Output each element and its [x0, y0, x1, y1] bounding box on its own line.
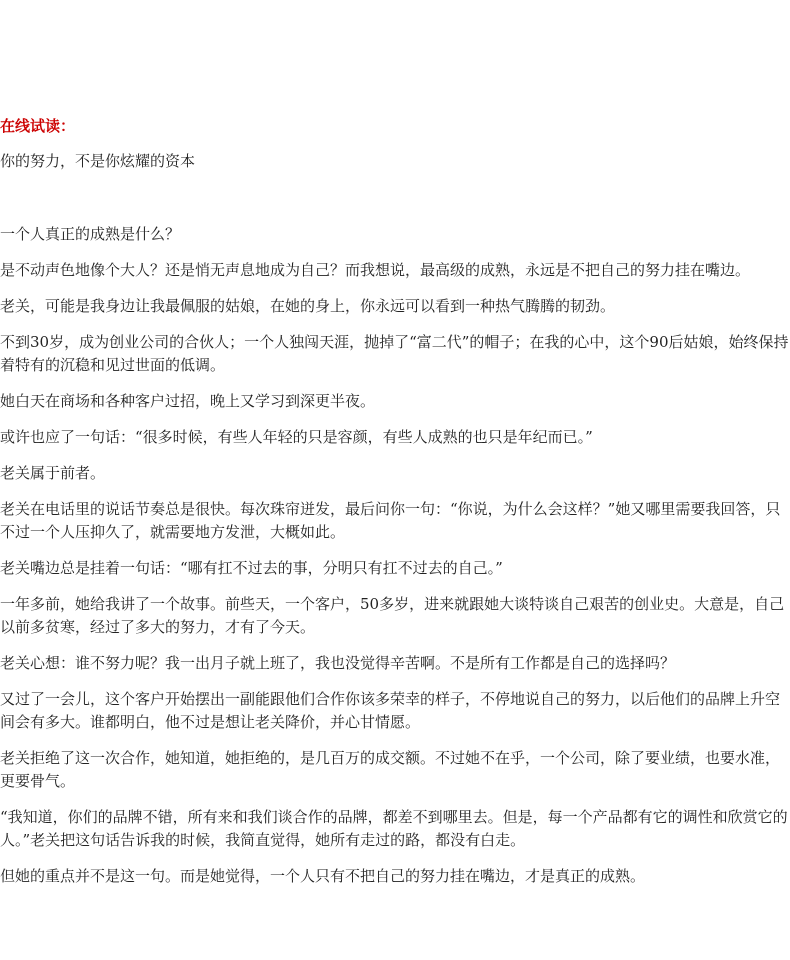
paragraph: 老关嘴边总是挂着一句话：“哪有扛不过去的事，分明只有扛不过去的自己。”	[0, 559, 503, 577]
paragraph: 是不动声色地像个大人？还是悄无声息地成为自己？而我想说，最高级的成熟，永远是不把自己的努力挂在嘴边。	[0, 261, 751, 279]
paragraph: 但她的重点并不是这一句。而是她觉得，一个人只有不把自己的努力挂在嘴边，才是真正的成熟。	[0, 867, 646, 885]
paragraph: 老关心想：谁不努力呢？我一出月子就上班了，我也没觉得辛苦啊。不是所有工作都是自己的选择吗？	[0, 654, 676, 672]
paragraph: 老关，可能是我身边让我最佩服的姑娘，在她的身上，你永远可以看到一种热气腾腾的韧劲。	[0, 297, 616, 315]
article-body	[0, 223, 790, 888]
paragraph: 老关属于前者。	[0, 464, 106, 482]
paragraph: 她白天在商场和各种客户过招，晚上又学习到深更半夜。	[0, 392, 376, 410]
paragraph: 老关在电话里的说话节奏总是很快。每次珠帘迸发，最后问你一句：“你说，为什么会这样？”她又哪里需要我回答，只不过一个人压抑久了，就需要地方发泄，大概如此。	[0, 500, 781, 541]
paragraph: 一个人真正的成熟是什么？	[0, 225, 181, 243]
paragraph: “我知道，你们的品牌不错，所有来和我们谈合作的品牌，都差不到哪里去。但是，每一个产品都有它的调性和欣赏它的人。”老关把这句话告诉我的时候，我简直觉得，她所有走过的路，都没有白走。	[0, 808, 788, 849]
article-subtitle: 你的努力，不是你炫耀的资本	[0, 152, 196, 170]
paragraph: 老关拒绝了这一次合作，她知道，她拒绝的，是几百万的成交额。不过她不在乎，一个公司，除了要业绩，也要水准，更要骨气。	[0, 749, 781, 790]
paragraph: 一年多前，她给我讲了一个故事。前些天，一个客户，50多岁，进来就跟她大谈特谈自己艰苦的创业史。大意是，自己以前多贫寒，经过了多大的努力，才有了今天。	[0, 595, 785, 636]
paragraph: 又过了一会儿，这个客户开始摆出一副能跟他们合作你该多荣幸的样子，不停地说自己的努力，以后他们的品牌上升空间会有多大。谁都明白，他不过是想让老关降价，并心甘情愿。	[0, 690, 781, 731]
online-preview-heading: 在线试读：	[0, 117, 76, 135]
article-container	[0, 116, 790, 901]
paragraph: 不到30岁，成为创业公司的合伙人；一个人独闯天涯，抛掉了“富二代”的帽子；在我的心中，这个90后姑娘，始终保持着特有的沉稳和见过世面的低调。	[0, 333, 789, 374]
paragraph: 或许也应了一句话：“很多时候，有些人年轻的只是容颜，有些人成熟的也只是年纪而已。”	[0, 428, 593, 446]
